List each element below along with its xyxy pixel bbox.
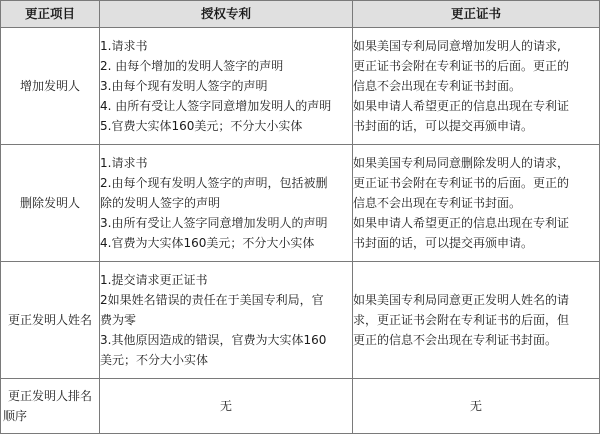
text-line: 求，更正证书会附在专利证书的后面，但 [353, 313, 570, 327]
list-item: 4.官费为大实体160美元；不分大小实体 [100, 236, 315, 250]
text-line: 如果美国专利局同意更正发明人姓名的请 [353, 293, 570, 307]
text-line: 更正证书会附在专利证书的后面。更正的 [353, 176, 570, 190]
text-line: 如果申请人希望更正的信息出现在专利证 [353, 216, 570, 230]
header-granted-patent: 授权专利 [100, 1, 353, 28]
text-line: 信息不会出现在专利证书封面。 [353, 196, 522, 210]
text-line: 如果美国专利局同意增加发明人的请求, [353, 39, 561, 53]
row-label-line: 顺序 [3, 409, 28, 423]
header-item: 更正项目 [1, 1, 100, 28]
table-row-correct-inventor-order [1, 379, 600, 434]
text-line: 如果申请人希望更正的信息出现在专利证 [353, 99, 570, 113]
row-label: 删除发明人 [1, 145, 100, 262]
list-item: 2如果姓名错误的责任在于美国专利局，官 [100, 293, 324, 307]
list-item: 3.由每个现有发明人签字的声明 [100, 79, 268, 93]
list-item: 1.请求书 [100, 39, 148, 53]
row-label-line: 更正发明人排名 [7, 389, 92, 403]
table-row-add-inventor [1, 28, 600, 145]
list-item: 费为零 [100, 313, 137, 327]
row-label [1, 379, 100, 434]
list-item: 3.其他原因造成的错误，官费为大实体160 [100, 333, 327, 347]
text-line: 书封面的话，可以提交再颁申请。 [353, 236, 534, 250]
text-line: 更正证书会附在专利证书的后面。更正的 [353, 59, 570, 73]
patent-requirements [100, 28, 353, 145]
text-line: 如果美国专利局同意删除发明人的请求， [353, 156, 570, 170]
row-label: 更正发明人姓名 [1, 262, 100, 379]
text-line: 信息不会出现在专利证书封面。 [353, 79, 522, 93]
table-row-correct-inventor-name [1, 262, 600, 379]
certificate-notes: 无 [353, 379, 600, 434]
list-item: 1.请求书 [100, 156, 148, 170]
row-label: 增加发明人 [1, 28, 100, 145]
list-item: 3.由所有受让人签字同意增加发明人的声明 [100, 216, 328, 230]
certificate-notes [353, 262, 600, 379]
list-item: 4. 由所有受让人签字同意增加发明人的声明 [100, 99, 332, 113]
table-row-delete-inventor [1, 145, 600, 262]
text-line: 书封面的话，可以提交再颁申请。 [353, 119, 534, 133]
list-item: 5.官费大实体160美元；不分大小实体 [100, 119, 303, 133]
list-item: 2. 由每个增加的发明人签字的声明 [100, 59, 284, 73]
certificate-notes [353, 28, 600, 145]
list-item: 1.提交请求更正证书 [100, 273, 208, 287]
header-correction-certificate: 更正证书 [353, 1, 600, 28]
header-row [1, 1, 600, 28]
patent-requirements [100, 262, 353, 379]
list-item: 美元；不分大小实体 [100, 353, 209, 367]
certificate-notes [353, 145, 600, 262]
list-item: 2.由每个现有发明人签字的声明，包括被删 [100, 176, 328, 190]
list-item: 除的发明人签字的声明 [100, 196, 221, 210]
patent-requirements: 无 [100, 379, 353, 434]
text-line: 更正的信息不会出现在专利证书封面。 [353, 333, 558, 347]
patent-requirements [100, 145, 353, 262]
